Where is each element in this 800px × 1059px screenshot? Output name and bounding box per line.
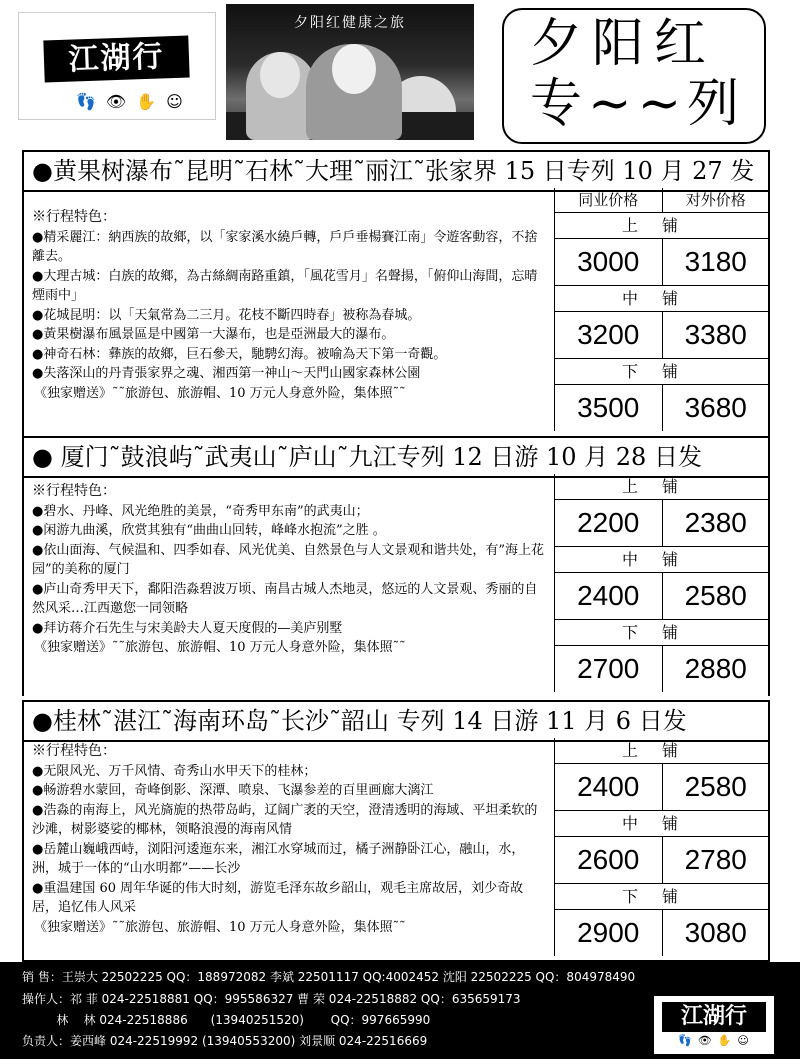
tier-label: 下铺: [555, 884, 769, 910]
public-price-header: 对外价格: [685, 191, 746, 209]
tier-label: 上铺: [555, 738, 769, 764]
tier-label: 中铺: [555, 286, 769, 312]
tier-prices: [555, 239, 769, 285]
price-tier-middle: [555, 286, 769, 359]
main-title-box: [502, 8, 766, 144]
tier-label: 下铺: [555, 359, 769, 385]
main-title-line2: 专~~列: [530, 74, 746, 134]
peer-price: 2700: [555, 646, 663, 692]
price-tier-middle: [555, 547, 769, 620]
peer-price: 3200: [555, 312, 663, 358]
tier-prices: [555, 764, 769, 810]
route-2-title: ● 厦门˜鼓浪屿˜武夷山˜庐山˜九江专列 12 日游 10 月 28 日发: [22, 436, 770, 478]
main-title-line1: 夕阳红: [530, 14, 717, 74]
public-price: 3680: [684, 392, 747, 423]
gift-line: 《独家赠送》˜˜旅游包、旅游帽、10 万元人身意外险，集体照˜˜: [34, 919, 406, 935]
footer-logo-text: 江湖行: [662, 1002, 766, 1032]
route-2-body: [22, 474, 770, 696]
manager-contacts: 负责人：姜西峰 024-22519992 (13940553200) 刘景顺 024-22516669: [22, 1034, 428, 1048]
feature-item: ●依山面海、气候温和、四季如春、风光优美、自然景色与人文景观和谐共处，有”海上花园”的美称的厦门: [32, 542, 544, 577]
public-price: 2880: [684, 653, 747, 684]
tier-label: 上铺: [555, 474, 769, 500]
peer-price: 2600: [555, 837, 663, 883]
price-table-header: [555, 188, 769, 213]
features-heading: ※行程特色：: [32, 743, 116, 759]
logo-text: 江湖行: [43, 35, 189, 82]
feature-item: ●碧水、丹峰、风光绝胜的美景，“奇秀甲东南”的武夷山；: [32, 503, 369, 519]
feature-item: ●岳麓山巍峨西峙，浏阳河逶迤东来，湘江水穿城而过，橘子洲静卧江心，融山，水，洲，城于一体的“山水明都”——长沙: [32, 841, 525, 876]
feature-item: ●畅游碧水蒙回，奇峰倒影、深潭、喷泉、飞瀑参差的百里画廊大漓江: [32, 783, 434, 798]
tier-prices: [555, 573, 769, 619]
feature-item: ●神奇石林：彝族的故鄉，巨石參天，馳騁幻海。被喻為天下第一奇觀。: [32, 346, 447, 362]
peer-price: 2400: [555, 573, 663, 619]
operator-contacts-2: 林 林 024-22518886 (13940251520) QQ：997665990: [22, 1013, 431, 1027]
man-figure: [306, 44, 402, 140]
brand-logo: [18, 12, 216, 120]
price-tier-lower: [555, 620, 769, 692]
peer-price: 3000: [555, 239, 663, 285]
route-1-title: ●黄果树瀑布˜昆明˜石林˜大理˜丽江˜张家界 15 日专列 10 月 27 发: [22, 150, 770, 192]
peer-price: 2900: [555, 910, 663, 956]
feature-item: ●重温建国 60 周年华诞的伟大时刻，游览毛泽东故乡韶山，观毛主席故居，刘少奇故居，追忆伟人风采: [32, 880, 524, 915]
sales-contacts: 销 售：王崇大 22502225 QQ：188972082 李斌 22501117 QQ:4002452 沈阳 22502225 QQ：804978490: [22, 970, 636, 984]
features-heading: ※行程特色：: [32, 483, 116, 499]
tier-prices: [555, 646, 769, 692]
tier-label: 下铺: [555, 620, 769, 646]
gift-line: 《独家赠送》˜˜旅游包、旅游帽、10 万元人身意外险，集体照˜˜: [34, 385, 406, 401]
feature-item: ●拜访蒋介石先生与宋美龄夫人夏天度假的—美庐别墅: [32, 620, 343, 636]
feature-item: ●庐山奇秀甲天下，鄱阳浩淼碧波万顷、南昌古城人杰地灵，悠远的人文景观、秀丽的自然风采…江西邀您一同领略: [32, 581, 538, 616]
peer-price: 3500: [555, 385, 663, 431]
route-2-price-table: [554, 474, 769, 692]
route-1-features: [24, 206, 552, 405]
route-1-body: [22, 188, 770, 436]
footer-logo: [654, 996, 774, 1054]
contact-footer: [0, 962, 800, 1059]
tier-label: 中铺: [555, 547, 769, 573]
peer-price: 2200: [555, 500, 663, 546]
price-tier-upper: [555, 738, 769, 811]
feature-item: ●黃果樹瀑布風景區是中國第一大瀑布，也是亞洲最大的瀑布。: [32, 327, 395, 342]
public-price: 3080: [684, 917, 747, 948]
price-tier-upper: [555, 213, 769, 286]
features-heading: ※行程特色：: [32, 209, 116, 225]
tier-label: 上铺: [555, 213, 769, 239]
route-3-body: [22, 738, 770, 962]
route-1-price-table: [554, 188, 769, 431]
price-tier-lower: [555, 359, 769, 431]
operator-contacts: 操作人：祁 菲 024-22518881 QQ：995586327 曹 荣 024-22518882 QQ：635659173: [22, 992, 521, 1006]
tier-prices: [555, 910, 769, 956]
feature-item: ●闲游九曲溪，欣赏其独有“曲曲山回转，峰峰水抱流”之胜 。: [32, 523, 386, 538]
feature-item: ●失落深山的丹青張家界之魂、湘西第一神山～天門山國家森林公園: [32, 366, 421, 381]
photo-caption: 夕阳红健康之旅: [294, 15, 406, 31]
feature-item: ●浩淼的南海上，风光旖旎的热带岛屿，辽阔广袤的天空，澄清透明的海域、平坦柔软的沙滩，树影婆娑的椰林，领略浪漫的海南风情: [32, 802, 538, 837]
public-price: 2780: [684, 844, 747, 875]
tier-prices: [555, 500, 769, 546]
feature-item: ●大理古城：白族的故鄉，為古絲綢南路重鎮，「風花雪月」名聲揚，「俯仰山海間，忘晴煙雨中」: [32, 268, 538, 303]
feature-item: ●花城昆明：以「天氣常為二三月。花枝不斷四時春」被称為春城。: [32, 307, 421, 323]
public-price: 2380: [684, 507, 747, 538]
peer-price: 2400: [555, 764, 663, 810]
tier-label: 中铺: [555, 811, 769, 837]
feature-item: ●无限风光、万千风情、奇秀山水甲天下的桂林；: [32, 763, 317, 779]
price-tier-upper: [555, 474, 769, 547]
public-price: 2580: [684, 580, 747, 611]
gift-line: 《独家赠送》˜˜旅游包、旅游帽、10 万元人身意外险，集体照˜˜: [34, 640, 406, 655]
footer-logo-icons: 👣👁✋☺: [678, 1034, 755, 1047]
public-price: 2580: [684, 771, 747, 802]
route-2-features: [24, 480, 552, 660]
feature-item: ●精采麗江：納西族的故鄉，以「家家溪水繞戶轉，戶戶垂楊賽江南」令遊客動容，不捨離去。: [32, 229, 538, 264]
price-tier-middle: [555, 811, 769, 884]
route-3-price-table: [554, 738, 769, 956]
public-price: 3180: [684, 246, 747, 277]
price-tier-lower: [555, 884, 769, 956]
peer-price-header: 同业价格: [555, 188, 663, 212]
couple-sunset-photo: [226, 4, 474, 140]
route-3-features: [24, 740, 552, 939]
logo-icons: 👣👁✋☺: [76, 92, 193, 111]
public-price: 3380: [684, 319, 747, 350]
tier-prices: [555, 837, 769, 883]
tier-prices: [555, 312, 769, 358]
tier-prices: [555, 385, 769, 431]
route-3-title: ●桂林˜湛江˜海南环岛˜长沙˜韶山 专列 14 日游 11 月 6 日发: [22, 700, 770, 742]
